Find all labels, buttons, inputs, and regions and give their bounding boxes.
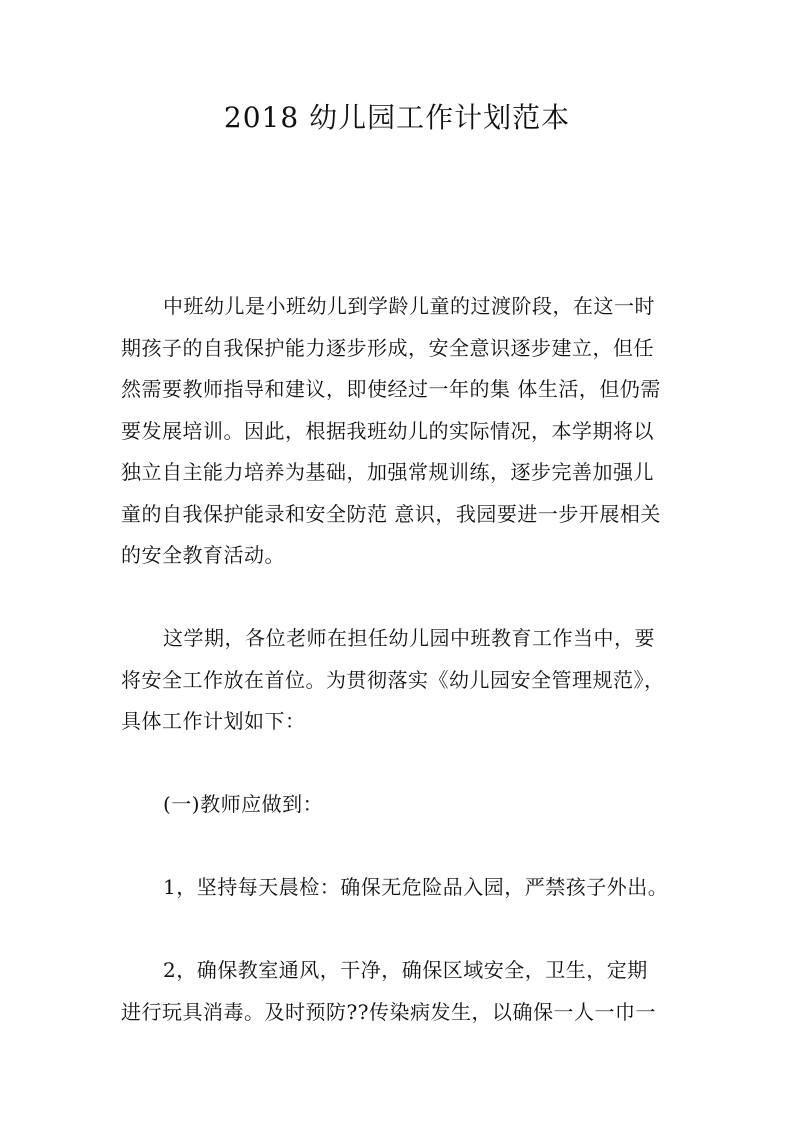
- paragraph-line: 童的自我保护能录和安全防范 意识，我园要进一步开展相关: [121, 501, 661, 526]
- paragraph-plan-intro: [121, 618, 681, 743]
- paragraph-line: 具体工作计划如下：: [121, 709, 306, 733]
- document-title: 2018 幼儿园工作计划范本: [223, 101, 571, 134]
- paragraph-line: 然需要教师指导和建议，即使经过一年的集 体生活，但仍需: [121, 377, 661, 401]
- paragraph-line: 2，确保教室通风，干净，确保区域安全，卫生，定期: [163, 958, 648, 982]
- paragraph-line: 这学期，各位老师在担任幼儿园中班教育工作当中，要: [163, 626, 655, 650]
- paragraph-line: 进行玩具消毒。及时预防??传染病发生，以确保一人一巾一: [121, 999, 656, 1024]
- paragraph-line: (一)教师应做到：: [163, 792, 324, 816]
- list-item-1: [121, 867, 681, 909]
- paragraph-line: 独立自主能力培养为基础，加强常规训练，逐步完善加强儿: [121, 460, 654, 484]
- paragraph-line: 1，坚持每天晨检：确保无危险品入园，严禁孩子外出。: [163, 875, 669, 899]
- paragraph-intro: [121, 286, 681, 577]
- list-item-2: [121, 950, 681, 1033]
- paragraph-line: 要发展培训。因此，根据我班幼儿的实际情况，本学期将以: [121, 418, 654, 443]
- paragraph-line: 将安全工作放在首位。为贯彻落实《幼儿园安全管理规范》，: [121, 667, 665, 692]
- paragraph-line: 的安全教育活动。: [121, 543, 285, 567]
- paragraph-line: 中班幼儿是小班幼儿到学龄儿童的过渡阶段，在这一时: [163, 294, 655, 318]
- paragraph-line: 期孩子的自我保护能力逐步形成，安全意识逐步建立，但任: [121, 335, 654, 360]
- section-heading-teachers: [121, 784, 681, 826]
